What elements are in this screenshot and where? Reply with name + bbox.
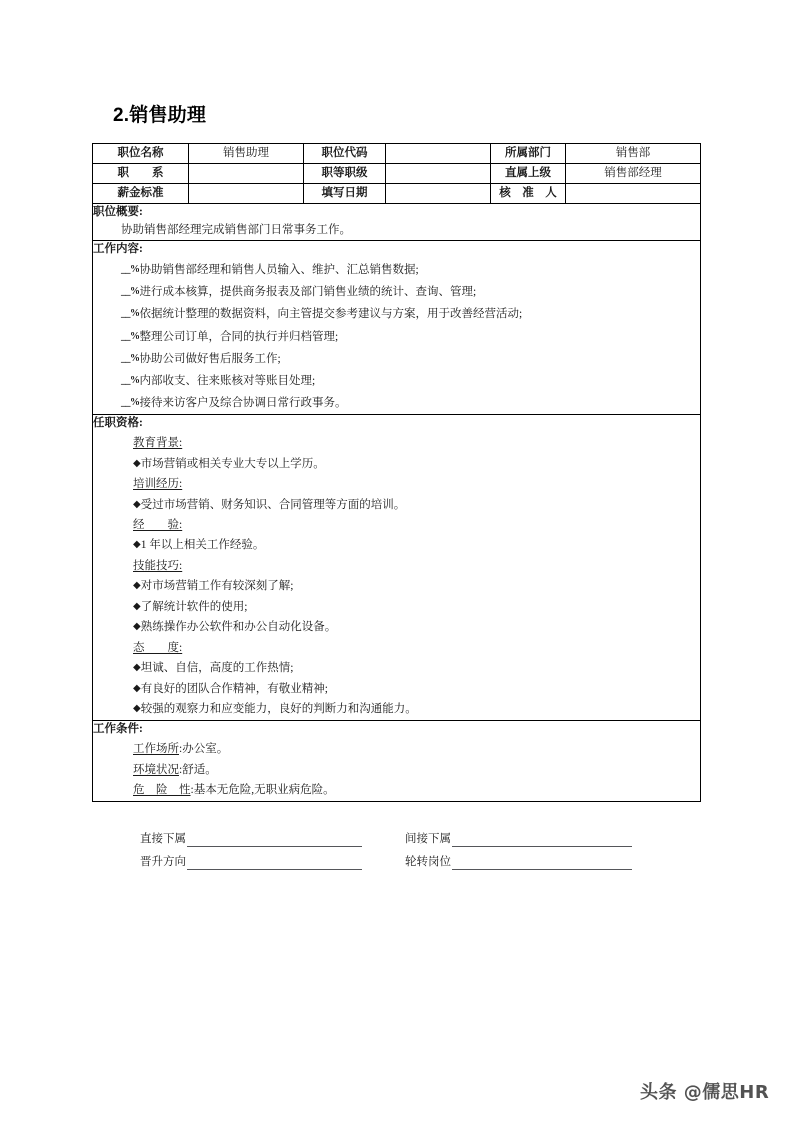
duty-item [93, 370, 700, 392]
qualification-group-heading [93, 556, 700, 576]
field-label-job-code: 职位代码 [304, 144, 386, 164]
qual-heading-skills: 技能技巧: [133, 559, 183, 572]
field-value-fill-date[interactable] [386, 184, 491, 204]
field-value-salary-standard[interactable] [189, 184, 304, 204]
field-label-indirect-subordinate: 间接下属 [405, 833, 451, 845]
diamond-bullet-icon: ◆ [133, 498, 141, 510]
field-input-promotion-path[interactable] [187, 856, 362, 870]
summary-text: 协助销售部经理完成销售部门日常事务工作。 [121, 224, 351, 237]
diamond-bullet-icon: ◆ [133, 580, 141, 592]
duty-item-text: 进行成本核算，提供商务报表及部门销售业绩的统计、查询、管理; [139, 286, 477, 299]
diamond-bullet-icon: ◆ [133, 703, 141, 715]
field-label-salary-standard: 薪金标准 [93, 184, 189, 204]
condition-value-workplace: :办公室。 [179, 742, 229, 755]
duty-bullet-icon: __% [121, 396, 140, 408]
section-working-conditions [93, 720, 701, 801]
footer-fields [140, 824, 660, 870]
section-job-duties [93, 241, 701, 415]
duty-item-text: 协助销售部经理和销售人员输入、维护、汇总销售数据; [139, 264, 419, 277]
condition-label-environment: 环境状况 [133, 763, 179, 776]
field-rotation-position [405, 853, 660, 870]
qual-heading-experience: 经 验: [133, 518, 183, 531]
condition-item [93, 739, 700, 760]
table-row [93, 164, 701, 184]
diamond-bullet-icon: ◆ [133, 539, 141, 551]
condition-item [93, 780, 700, 801]
field-label-job-title: 职位名称 [93, 144, 189, 164]
condition-value-risk: :基本无危险,无职业病危险。 [190, 784, 335, 797]
qualification-group-heading [93, 638, 700, 658]
field-input-direct-subordinate[interactable] [187, 833, 362, 847]
qualification-group-heading [93, 433, 700, 453]
field-input-indirect-subordinate[interactable] [452, 833, 632, 847]
table-row [93, 184, 701, 204]
qualification-item [93, 495, 700, 515]
qualification-item-text: 坦诚、自信，高度的工作热情; [140, 662, 294, 675]
section-row-summary [93, 204, 701, 241]
diamond-bullet-icon: ◆ [133, 682, 141, 694]
qualification-item-text: 较强的观察力和应变能力，良好的判断力和沟通能力。 [140, 703, 417, 716]
field-label-rotation-position: 轮转岗位 [405, 856, 451, 868]
duty-item [93, 348, 700, 370]
section-title-summary: 职位概要: [93, 206, 143, 218]
table-row [93, 144, 701, 164]
section-row-duties [93, 241, 701, 415]
condition-value-environment: :舒适。 [179, 763, 217, 776]
section-title-qualifications: 任职资格: [93, 416, 143, 429]
duty-item [93, 281, 700, 303]
qualification-item-text: 了解统计软件的使用; [140, 600, 248, 613]
qualification-item-text: 熟练操作办公软件和办公自动化设备。 [140, 621, 337, 634]
footer-field-row [140, 824, 660, 847]
section-qualifications [93, 414, 701, 720]
field-label-job-grade: 职等职级 [304, 164, 386, 184]
duty-item-text: 整理公司订单，合同的执行并归档管理; [139, 330, 339, 343]
duty-item-text: 内部收支、往来账核对等账目处理; [139, 374, 316, 387]
field-value-department[interactable]: 销售部 [566, 144, 701, 164]
qualification-group-heading [93, 515, 700, 535]
duty-item-text: 依据统计整理的数据资料，向主管提交参考建议与方案，用于改善经营活动; [139, 308, 523, 321]
qualification-item-text: 1 年以上相关工作经验。 [140, 539, 265, 552]
qualification-item [93, 679, 700, 699]
duty-item-text: 接待来访客户及综合协调日常行政事务。 [139, 396, 347, 409]
job-description-table [92, 143, 701, 802]
field-value-approver[interactable] [566, 184, 701, 204]
section-title-duties: 工作内容: [93, 243, 143, 256]
field-label-promotion-path: 晋升方向 [140, 856, 186, 868]
field-label-direct-supervisor: 直属上级 [491, 164, 566, 184]
duty-bullet-icon: __% [121, 264, 140, 276]
diamond-bullet-icon: ◆ [133, 457, 141, 469]
qualification-item [93, 597, 700, 617]
diamond-bullet-icon: ◆ [133, 621, 141, 633]
qual-heading-training: 培训经历: [133, 478, 183, 491]
field-label-fill-date: 填写日期 [304, 184, 386, 204]
condition-label-risk: 危 险 性 [133, 784, 191, 797]
field-label-job-family: 职 系 [93, 164, 189, 184]
duty-item [93, 326, 700, 348]
duty-item [93, 392, 700, 414]
field-indirect-subordinate [405, 830, 660, 847]
field-value-job-code[interactable] [386, 144, 491, 164]
qualification-item [93, 535, 700, 555]
footer-field-row [140, 847, 660, 870]
duty-item [93, 303, 700, 325]
diamond-bullet-icon: ◆ [133, 662, 141, 674]
section-title-conditions: 工作条件: [93, 722, 143, 735]
duty-bullet-icon: __% [121, 374, 140, 386]
field-label-approver: 核 准 人 [491, 184, 566, 204]
duty-item [93, 259, 700, 281]
watermark: 头条 @儒思HR [640, 1082, 770, 1103]
field-promotion-path [140, 853, 405, 870]
qual-heading-education: 教育背景: [133, 437, 183, 450]
qualification-item [93, 658, 700, 678]
section-job-summary [93, 204, 701, 241]
qualification-item-text: 受过市场营销、财务知识、合同管理等方面的培训。 [140, 498, 406, 511]
qual-heading-attitude: 态 度: [133, 641, 183, 654]
qualification-item-text: 对市场营销工作有较深刻了解; [140, 580, 294, 593]
qualification-item [93, 699, 700, 719]
condition-label-workplace: 工作场所 [133, 742, 179, 755]
duty-bullet-icon: __% [121, 308, 140, 320]
page-title: 2.销售助理 [113, 105, 207, 126]
field-direct-subordinate [140, 830, 405, 847]
field-input-rotation-position[interactable] [452, 856, 632, 870]
field-value-direct-supervisor[interactable]: 销售部经理 [566, 164, 701, 184]
section-row-qualifications [93, 414, 701, 720]
qualification-item-text: 有良好的团队合作精神，有敬业精神; [140, 682, 328, 695]
diamond-bullet-icon: ◆ [133, 600, 141, 612]
section-row-conditions [93, 720, 701, 801]
qualification-item-text: 市场营销或相关专业大专以上学历。 [140, 457, 325, 470]
duty-bullet-icon: __% [121, 352, 140, 364]
qualification-item [93, 617, 700, 637]
field-label-direct-subordinate: 直接下属 [140, 833, 186, 845]
field-value-job-title[interactable]: 销售助理 [189, 144, 304, 164]
field-value-job-family[interactable] [189, 164, 304, 184]
qualification-group-heading [93, 474, 700, 494]
qualification-item [93, 454, 700, 474]
condition-item [93, 760, 700, 781]
duty-bullet-icon: __% [121, 286, 140, 298]
field-value-job-grade[interactable] [386, 164, 491, 184]
duty-bullet-icon: __% [121, 330, 140, 342]
qualification-item [93, 576, 700, 596]
field-label-department: 所属部门 [491, 144, 566, 164]
duty-item-text: 协助公司做好售后服务工作; [139, 352, 281, 365]
